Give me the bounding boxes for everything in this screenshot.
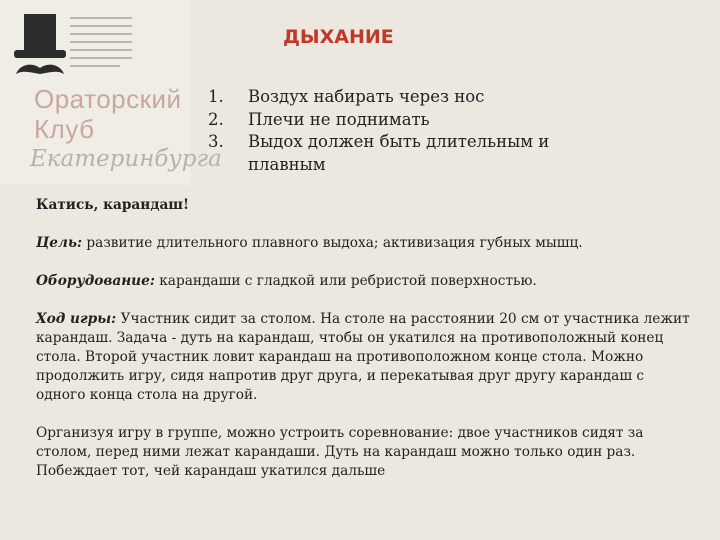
- list-number: 2.: [208, 109, 224, 129]
- logo-line-2: Клуб: [34, 114, 95, 144]
- logo-script: Екатеринбурга: [30, 146, 222, 172]
- goal-text: развитие длительного плавного выдоха; активизация губных мышц.: [82, 235, 583, 251]
- logo-wordmark: [34, 84, 182, 144]
- course-label: Ход игры:: [36, 311, 117, 327]
- list-text: Воздух набирать через нос: [248, 87, 485, 106]
- list-text: Выдох должен быть длительным и плавным: [248, 132, 550, 174]
- list-item: [208, 131, 568, 176]
- list-item: [208, 109, 568, 132]
- club-logo: [0, 0, 222, 185]
- list-item: [208, 86, 568, 109]
- group-paragraph: Организуя игру в группе, можно устроить соревнование: двое участников сидят за столом, перед ними лежат карандаши. Дуть на карандаш можно только один раз. Побеждает тот, чей карандаш укатился дальше: [36, 425, 644, 479]
- equipment-text: карандаши с гладкой или ребристой поверхностью.: [154, 273, 537, 289]
- course-text: Участник сидит за столом. На столе на расстоянии 20 см от участника лежит карандаш. Задача - дуть на карандаш, чтобы он укатился на противоположный конец стола. Второй участник ловит карандаш на противоположном конце стола. Можно продолжить игру, сидя напротив друг друга, и перекатывая друг другу карандаш с одного конца стола на другой.: [36, 311, 690, 403]
- course-paragraph: [36, 310, 696, 405]
- equipment-paragraph: [36, 272, 696, 291]
- list-text: Плечи не поднимать: [248, 109, 430, 129]
- game-description: [36, 196, 696, 500]
- goal-paragraph: [36, 234, 696, 253]
- page-title: ДЫХАНИЕ: [283, 26, 394, 48]
- list-number: 3.: [208, 132, 224, 151]
- game-name: Катись, карандаш!: [36, 197, 190, 213]
- goal-label: Цель:: [36, 235, 83, 251]
- list-number: 1.: [208, 87, 224, 106]
- breathing-rules-list: [208, 86, 568, 176]
- logo-line-1: Ораторский: [34, 84, 182, 114]
- logo-lettering-lines: [70, 14, 140, 76]
- equipment-label: Оборудование:: [36, 273, 155, 289]
